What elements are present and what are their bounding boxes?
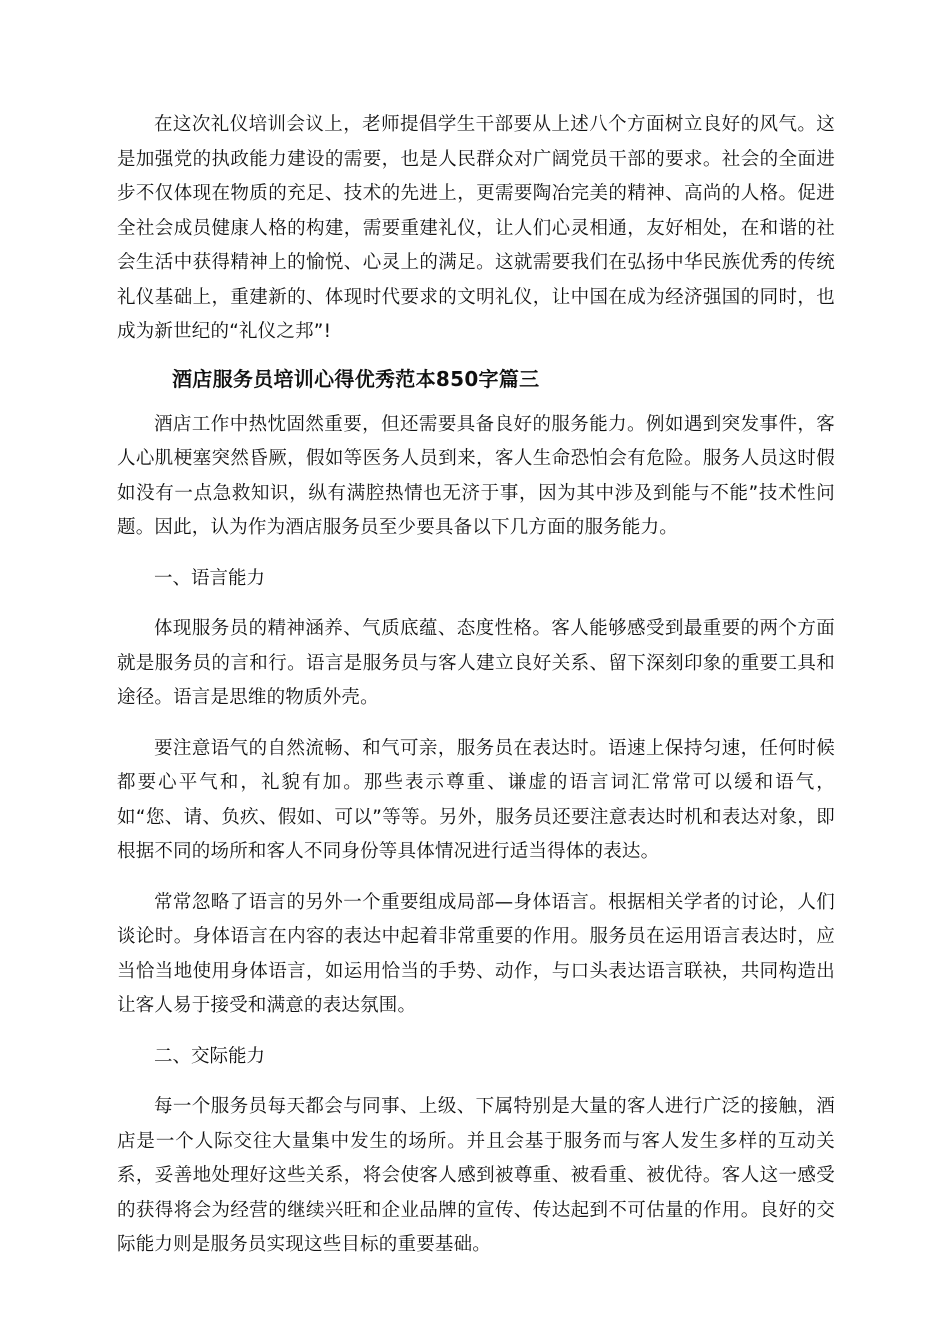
- spacer: [117, 350, 835, 362]
- intro-paragraph: 在这次礼仪培训会议上，老师提倡学生干部要从上述八个方面树立良好的风气。这是加强党的执政能力建设的需要，也是人民群众对广阔党员干部的要求。社会的全面进步不仅体现在物质的充足、技术的先进上，更需要陶冶完美的精神、高尚的人格。促进全社会成员健康人格的构建，需要重建礼仪，让人们心灵相通，友好相处，在和谐的社会生活中获得精神上的愉悦、心灵上的满足。这就需要我们在弘扬中华民族优秀的传统礼仪基础上，重建新的、体现时代要求的文明礼仪，让中国在成为经济强国的同时，也成为新世纪的“礼仪之邦”!: [117, 114, 835, 342]
- paragraph-2: 体现服务员的精神涵养、气质底蕴、态度性格。客人能够感受到最重要的两个方面就是服务员的言和行。语言是服务员与客人建立良好关系、留下深刻印象的重要工具和途径。语言是思维的物质外壳。: [117, 618, 835, 708]
- section-1-title: 一、语言能力: [154, 567, 266, 589]
- paragraph-3: 要注意语气的自然流畅、和气可亲，服务员在表达时。语速上保持匀速，任何时候都要心平气和，礼貌有加。那些表示尊重、谦虚的语言词汇常常可以缓和语气，如“您、请、负疚、假如、可以”等等。另外，服务员还要注意表达时机和表达对象，即根据不同的场所和客人不同身份等具体情况进行适当得体的表达。: [117, 737, 835, 862]
- spacer: [117, 1024, 835, 1040]
- paragraph-5: 每一个服务员每天都会与同事、上级、下属特别是大量的客人进行广泛的接触，酒店是一个人际交往大量集中发生的场所。并且会基于服务而与客人发生多样的互动关系，妥善地处理好这些关系，将会使客人感到被尊重、被看重、被优待。客人这一感受的获得将会为经营的继续兴旺和企业品牌的宣传、传达起到不可估量的作用。良好的交际能力则是服务员实现这些目标的重要基础。: [117, 1096, 835, 1255]
- paragraph-4: 常常忽略了语言的另外一个重要组成局部—身体语言。根据相关学者的讨论，人们谈论时。身体语言在内容的表达中起着非常重要的作用。服务员在运用语言表达时，应当恰当地使用身体语言，如运用恰当的手势、动作，与口头表达语言联袂，共同构造出让客人易于接受和满意的表达氛围。: [117, 891, 835, 1016]
- spacer: [117, 870, 835, 886]
- spacer: [117, 716, 835, 732]
- section-2-title: 二、交际能力: [154, 1045, 266, 1067]
- paragraph-1: 酒店工作中热忱固然重要，但还需要具备良好的服务能力。例如遇到突发事件，客人心肌梗塞突然昏厥，假如等医务人员到来，客人生命恐怕会有危险。服务人员这时假如没有一点急救知识，纵有满腔热情也无济于事，因为其中涉及到能与不能”技术性问题。因此，认为作为酒店服务员至少要具备以下几方面的服务能力。: [117, 413, 836, 538]
- spacer: [117, 546, 835, 562]
- spacer: [117, 1074, 835, 1090]
- spacer: [117, 596, 835, 612]
- document-page: [117, 108, 835, 1263]
- section-heading: 酒店服务员培训心得优秀范本850字篇三: [172, 366, 540, 391]
- spacer: [117, 396, 835, 408]
